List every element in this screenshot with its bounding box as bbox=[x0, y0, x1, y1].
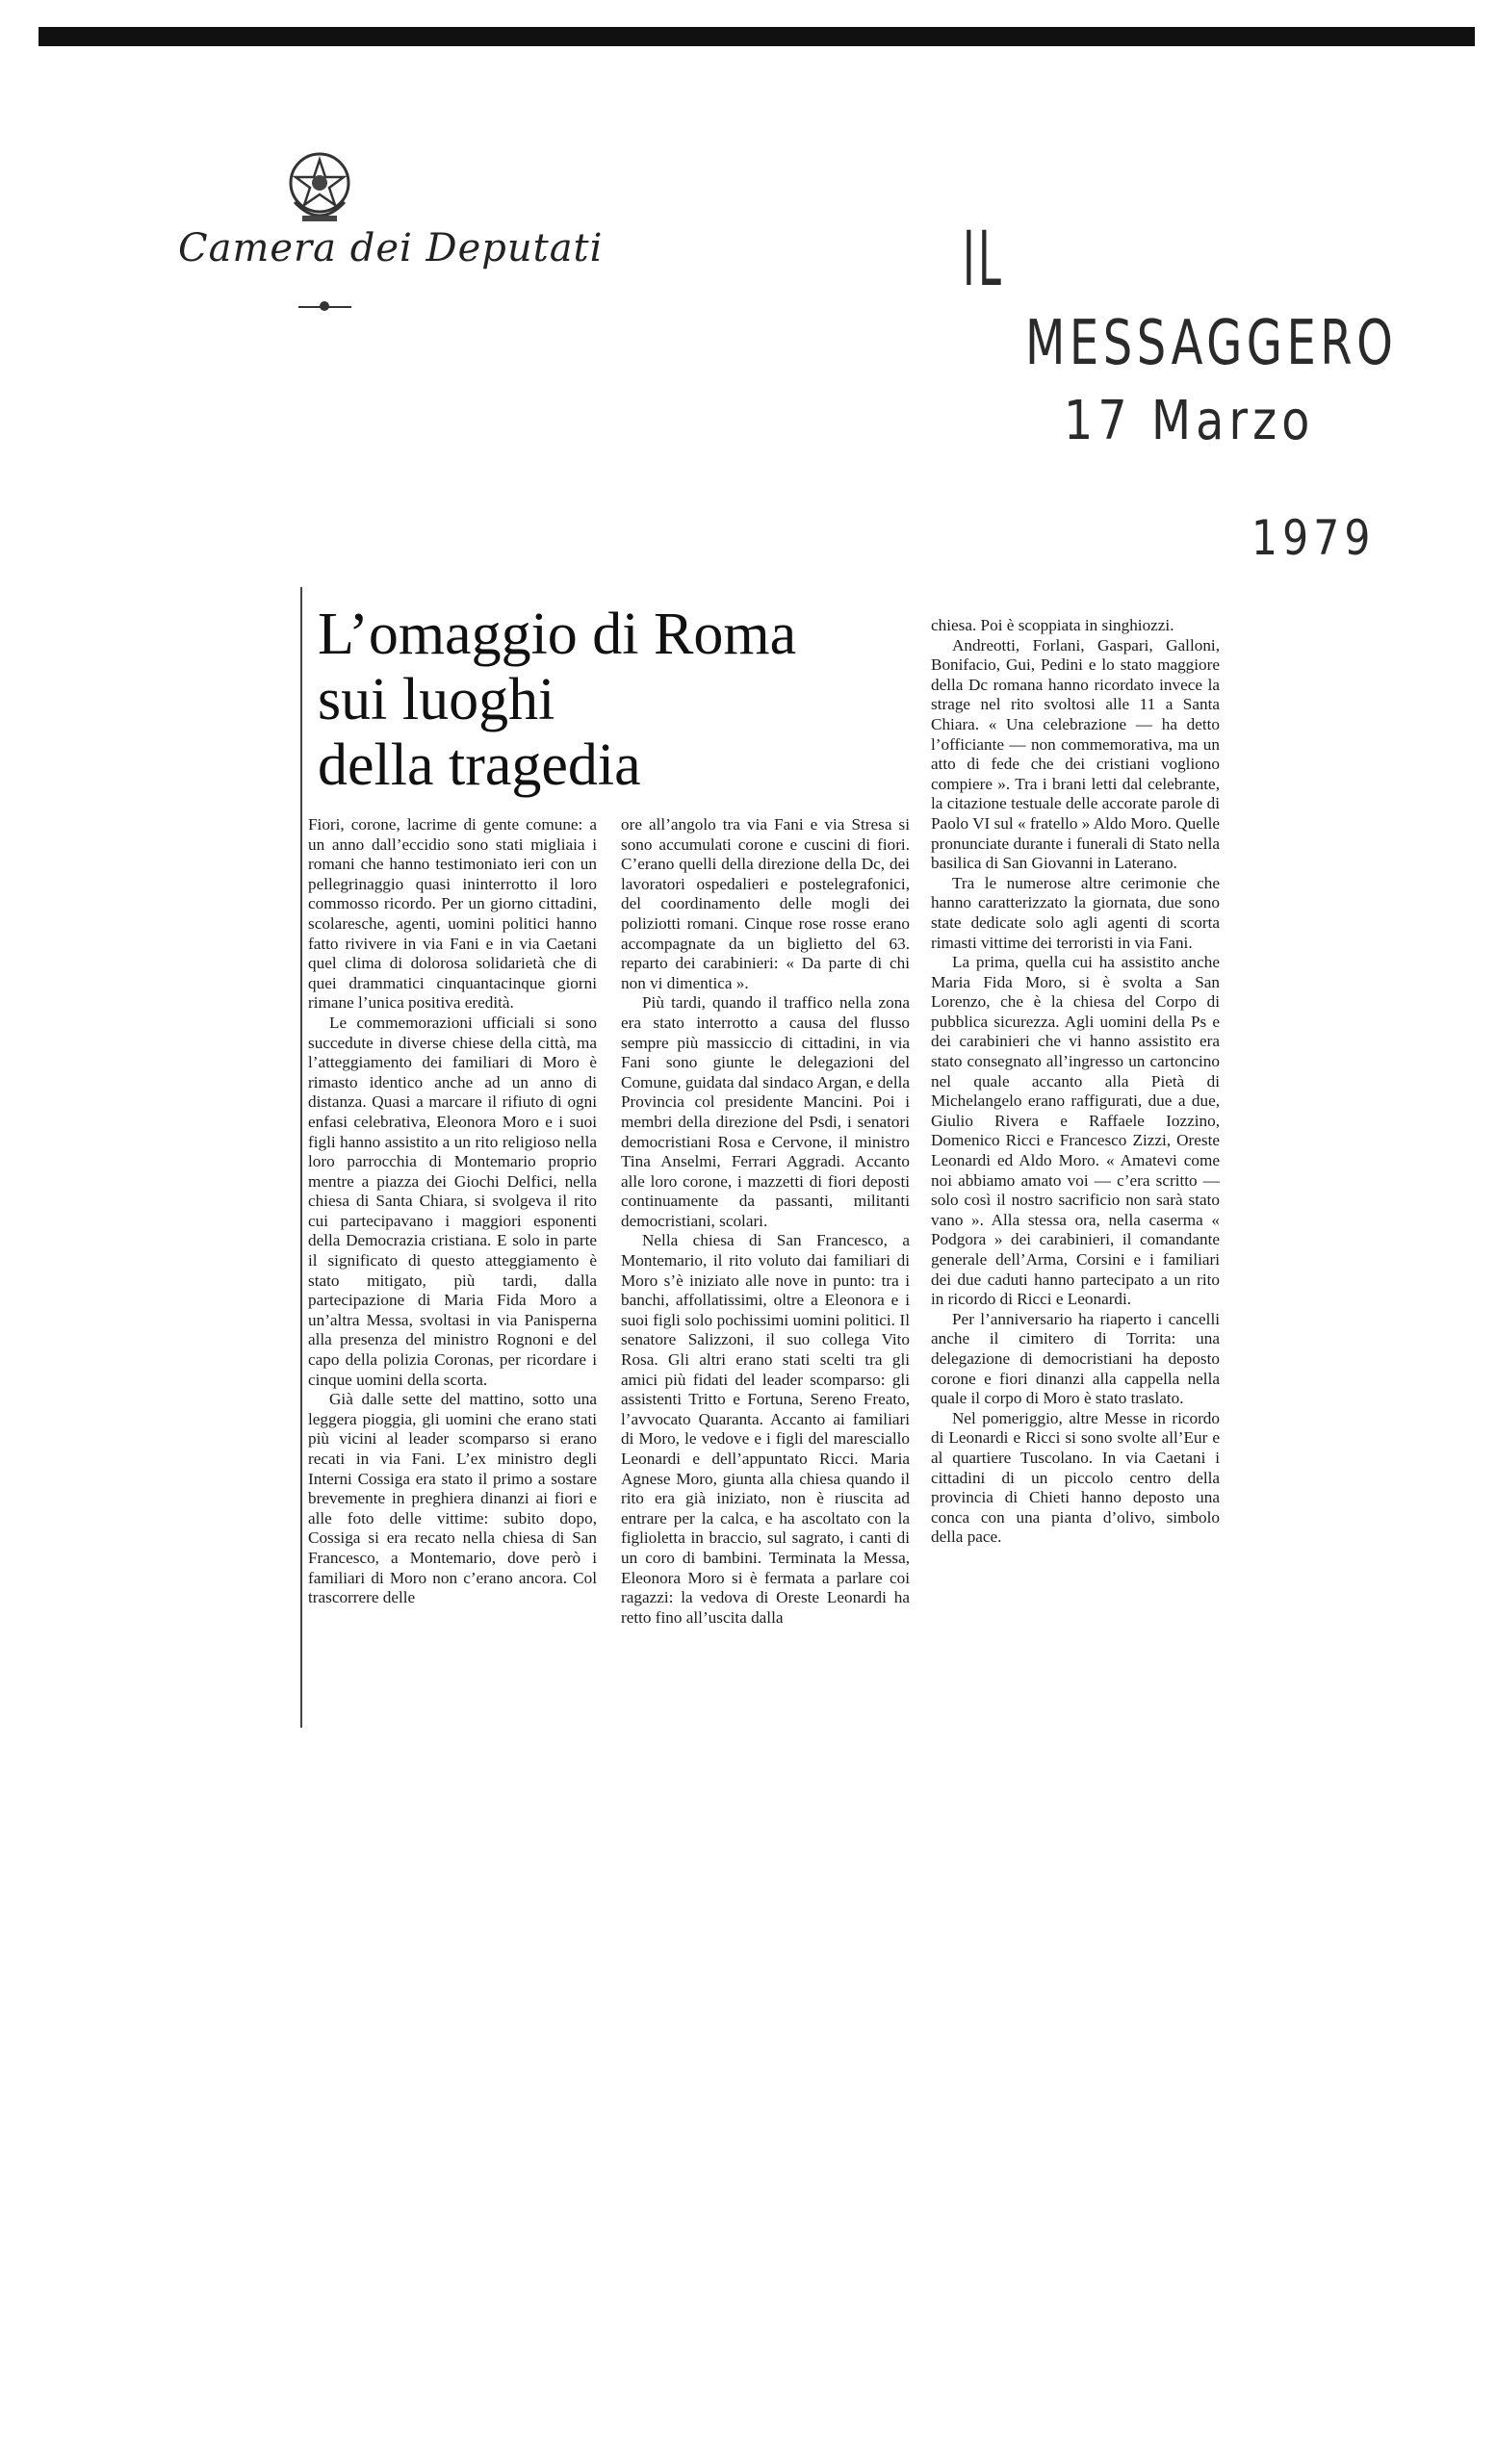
clipping-edge-rule bbox=[300, 587, 302, 1728]
paragraph: Tra le numerose altre cerimonie che hanno caratterizzato la giornata, due sono state dedicate solo agli agenti di scorta rimasti vittime dei terroristi in via Fani. bbox=[931, 873, 1220, 952]
paragraph: Per l’anniversario ha riaperto i cancelli anche il cimitero di Torrita: una delegazione di democristiani ha deposto corone e fiori dinanzi alla cappella nella quale il corpo di Moro è stato traslato. bbox=[931, 1309, 1220, 1408]
article-column-3 bbox=[931, 616, 1220, 1548]
headline-line-1: L’omaggio di Roma bbox=[318, 602, 797, 667]
paragraph: Già dalle sette del mattino, sotto una leggera pioggia, gli uomini che erano stati più vicini al leader scomparso si erano recati in via Fani. L’ex ministro degli Interni Cossiga era stato il primo a sostare brevemente in preghiera dinanzi ai fiori e alle foto delle vittime: subito dopo, Cossiga si era recato nella chiesa di San Francesco, a Montemario, dove però i familiari di Moro non c’erano ancora. Col trascorrere delle bbox=[308, 1390, 597, 1607]
article-headline bbox=[318, 602, 818, 798]
paragraph: Più tardi, quando il traffico nella zona era stato interrotto a causa del flusso sempre più massiccio di cittadini, in via Fani sono giunte le delegazioni del Comune, guidata dal sindaco Argan, e della Provincia col presidente Mancini. Poi i membri della direzione del Psdi, i senatori democristiani Rosa e Cervone, il ministro Tina Anselmi, Ferrari Aggradi. Accanto alle loro corone, i mazzetti di fiori deposti continuamente da passanti, militanti democristiani, scolari. bbox=[621, 993, 910, 1230]
paragraph: chiesa. Poi è scoppiata in singhiozzi. bbox=[931, 616, 1174, 634]
paragraph: Le commemorazioni ufficiali si sono succedute in diverse chiese della città, ma l’atteggiamento dei familiari di Moro è rimasto identico anche ad un anno di distanza. Quasi a marcare il rifiuto di ogni enfasi celebrativa, Eleonora Moro e i suoi figli hanno assistito a un rito religioso nella loro parrocchia di Montemario proprio mentre a piazza dei Giochi Delfici, nella chiesa di Santa Chiara, si svolgeva il rito cui partecipavano i maggiori esponenti della Democrazia cristiana. E solo in parte il significato di questo atteggiamento è stato mitigato, più tardi, dalla partecipazione di Maria Fida Moro a un’altra Messa, svoltasi in via Panisperna alla presenza del ministro Rognoni e del capo della polizia Coronas, per ricordare i cinque uomini della scorta. bbox=[308, 1013, 597, 1389]
article-column-1 bbox=[308, 815, 597, 1608]
paragraph: Nella chiesa di San Francesco, a Montemario, il rito voluto dai familiari di Moro s’è iniziato alle nove in punto: tra i banchi, affollatissimi, oltre a Eleonora e i suoi figli solo pochissimi uomini politici. Il senatore Salizzoni, il suo collega Vito Rosa. Gli altri erano stati scelti tra gli amici più fidati del leader scomparso: gli assistenti Tritto e Fortuna, Sereno Freato, l’avvocato Quaranta. Accanto ai familiari di Moro, le vedove e i figli del maresciallo Leonardi e dell’appuntato Ricci. Maria Agnese Moro, giunta alla chiesa quando il rito era già iniziato, non è riuscita ad entrare per la calca, e ha ascoltato con la figlioletta in braccio, sul sagrato, i canti di un coro di bambini. Terminata la Messa, Eleonora Moro si è fermata a parlare coi ragazzi: la vedova di Oreste Leonardi ha retto fino all’uscita dalla bbox=[621, 1231, 910, 1627]
headline-line-3: della tragedia bbox=[318, 732, 641, 798]
headline-line-2: sui luoghi bbox=[318, 667, 555, 732]
paragraph: Fiori, corone, lacrime di gente comune: a un anno dall’eccidio sono stati migliaia i romani che hanno testimoniato ieri con un pellegrinaggio quasi ininterrotto il loro commosso ricordo. Per un giorno cittadini, scolaresche, agenti, uomini politici hanno fatto rivivere in via Fani e in via Caetani quel clima di dolorosa solidarietà che di quei drammatici cinquantacinque giorni rimane l’unica positiva eredità. bbox=[308, 815, 597, 1013]
paragraph: Andreotti, Forlani, Gaspari, Galloni, Bonifacio, Gui, Pedini e lo stato maggiore della Dc romana hanno ricordato invece la strage nel rito svoltosi alle 11 a Santa Chiara. « Una celebrazione — ha detto l’officiante — non commemorativa, ma un atto di fede che dei cristiani vogliono compiere ». Tra i brani letti dal celebrante, la citazione testuale delle accorate parole di Paolo VI sul « fratello » Aldo Moro. Quelle pronunciate durante i funerali di Stato nella basilica di San Giovanni in Laterano. bbox=[931, 635, 1220, 873]
paragraph: Nel pomeriggio, altre Messe in ricordo di Leonardi e Ricci si sono svolte all’Eur e al quartiere Tuscolano. In via Caetani i cittadini di un piccolo centro della provincia di Chieti hanno deposto una conca con una pianta d’olivo, simbolo della pace. bbox=[931, 1408, 1220, 1547]
handwritten-newspaper-name: MESSAGGERO bbox=[1025, 308, 1398, 379]
article-column-2 bbox=[621, 815, 910, 1628]
paragraph: ore all’angolo tra via Fani e via Stresa si sono accumulati corone e cuscini di fiori. C’erano quelli della direzione della Dc, dei lavoratori ospedalieri e postelegrafonici, del coordinamento delle mogli dei poliziotti romani. Cinque rose rosse erano accompagnate da un biglietto del 63. reparto dei carabinieri: « Da parte di chi non vi dimentica ». bbox=[621, 815, 910, 992]
header-divider-dot bbox=[320, 301, 329, 311]
handwritten-year: 1979 bbox=[1251, 510, 1376, 566]
handwritten-line-1: IL bbox=[963, 217, 1005, 303]
republic-emblem-icon bbox=[281, 144, 358, 231]
institution-name: Camera dei Deputati bbox=[178, 226, 604, 270]
handwritten-date: 17 Marzo bbox=[1064, 390, 1315, 452]
paragraph: La prima, quella cui ha assistito anche Maria Fida Moro, si è svolta a San Lorenzo, che è la chiesa del Corpo di pubblica sicurezza. Agli uomini della Ps e dei carabinieri che vi hanno assistito era stato consegnato all’ingresso un cartoncino nel quale accanto alla Pietà di Michelangelo erano raffigurati, due a due, Giulio Rivera e Raffaele Iozzino, Domenico Ricci e Francesco Zizzi, Oreste Leonardi ed Aldo Moro. « Amatevi come noi abbiamo amato voi — c’era scritto — solo così il nostro sacrificio non sarà stato vano ». Alla stessa ora, nella caserma « Podgora » dei carabinieri, il comandante generale dell’Arma, Corsini e i familiari dei due caduti hanno partecipato a un rito in ricordo di Ricci e Leonardi. bbox=[931, 953, 1220, 1309]
scan-top-border bbox=[39, 27, 1475, 46]
